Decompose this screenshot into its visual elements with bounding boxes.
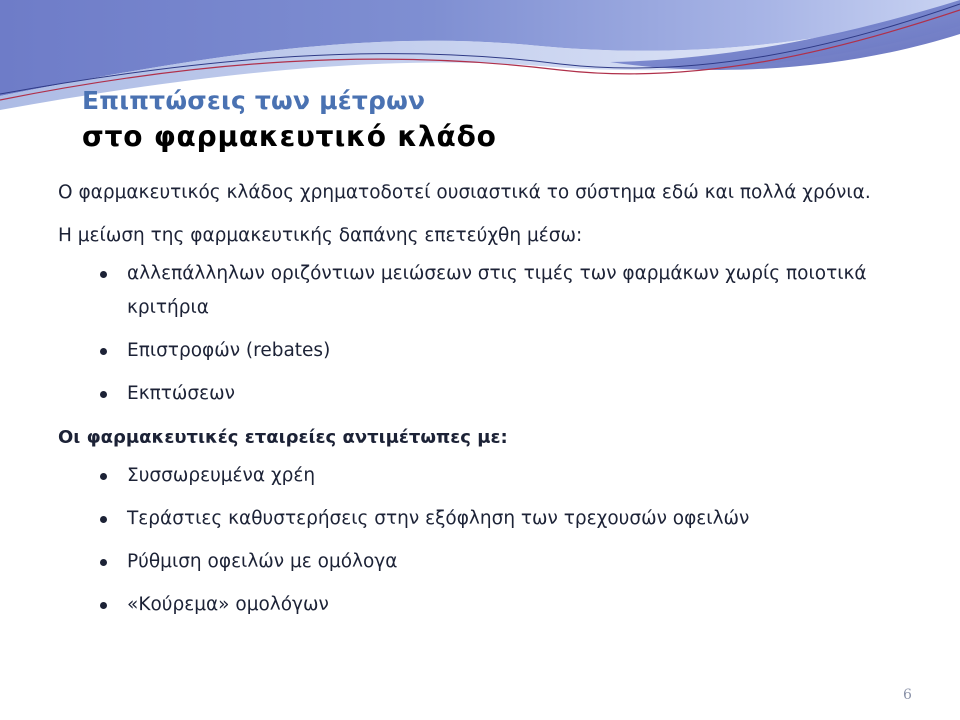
reduction-heading: Η μείωση της φαρμακευτικής δαπάνης επετεύχθη μέσω:	[58, 225, 583, 246]
list-item: αλλεπάλληλων οριζόντιων μειώσεων στις τιμές των φαρμάκων χωρίς ποιοτικά κριτήρια	[98, 257, 918, 325]
intro-paragraph: Ο φαρμακευτικός κλάδος χρηματοδοτεί ουσιαστικά το σύστημα εδώ και πολλά χρόνια.	[58, 182, 871, 203]
list-item: Εκπτώσεων	[98, 377, 918, 411]
companies-heading: Οι φαρμακευτικές εταιρείες αντιμέτωπες με:	[58, 427, 508, 448]
list-item: Επιστροφών (rebates)	[98, 334, 918, 368]
list-item: Συσσωρευμένα χρέη	[98, 459, 918, 493]
list-item: «Κούρεμα» ομολόγων	[98, 588, 918, 622]
page-number: 6	[903, 687, 912, 703]
list-item: Ρύθμιση οφειλών με ομόλογα	[98, 545, 918, 579]
list-item: Τεράστιες καθυστερήσεις στην εξόφληση των τρεχουσών οφειλών	[98, 502, 918, 536]
companies-list	[58, 459, 918, 622]
title-line-1: Επιπτώσεις των μέτρων	[82, 86, 426, 115]
slide-title	[82, 84, 497, 156]
title-line-2: στο φαρμακευτικό κλάδο	[82, 120, 497, 153]
reduction-list	[58, 257, 918, 411]
slide-body	[58, 175, 918, 631]
